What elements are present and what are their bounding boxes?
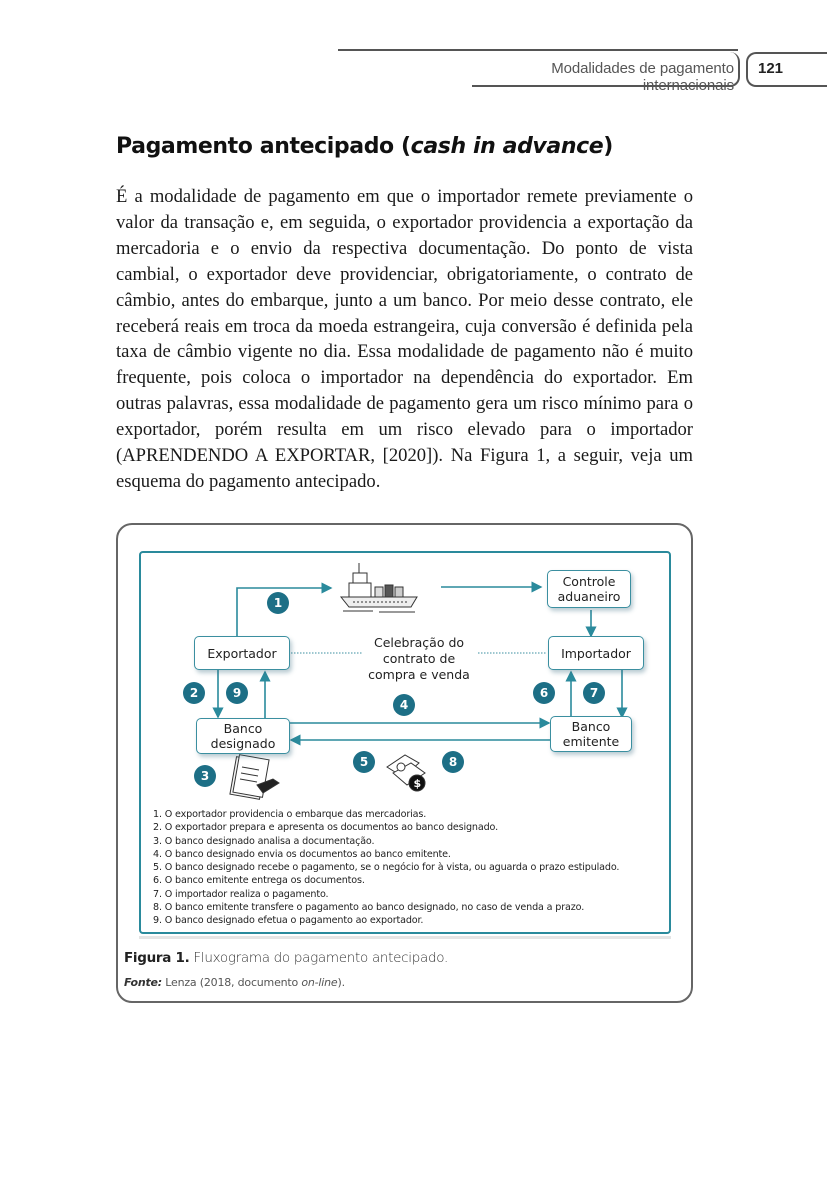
source-italic: on-line	[301, 976, 338, 989]
step-badge-3: 3	[194, 765, 216, 787]
header-rule	[338, 49, 738, 51]
node-banco-designado	[196, 718, 290, 754]
page-number: 121	[758, 60, 784, 77]
contract-label-line3: compra e venda	[368, 667, 470, 682]
step-item: 2. O exportador prepara e apresenta os documentos ao banco designado.	[153, 822, 498, 834]
figure-source	[124, 976, 345, 989]
step-badge-6: 6	[533, 682, 555, 704]
step-item: 8. O banco emitente transfere o pagamento ao banco designado, no caso de venda a prazo.	[153, 902, 585, 914]
step-badge-2: 2	[183, 682, 205, 704]
svg-text:$: $	[413, 777, 422, 790]
section-title-italic: cash in advance	[410, 134, 604, 159]
step-item: 1. O exportador providencia o embarque das mercadorias.	[153, 809, 427, 820]
node-controle-line2: aduaneiro	[557, 589, 621, 604]
section-title-main: Pagamento antecipado (	[116, 134, 411, 159]
node-controle-line1: Controle	[562, 574, 616, 589]
step-badge-7: 7	[583, 682, 605, 704]
money-exchange-icon	[387, 755, 425, 791]
step-badge-1: 1	[267, 592, 289, 614]
source-text: Lenza (2018, documento	[161, 976, 302, 989]
steps-list	[153, 808, 619, 928]
running-title: Modalidades de pagamento internacionais	[551, 60, 734, 94]
caption-label: Figura 1.	[124, 950, 190, 966]
ship-icon	[341, 563, 417, 612]
figure-caption	[124, 950, 448, 966]
diagram-shadow	[139, 936, 671, 939]
step-item: 3. O banco designado analisa a documentação.	[153, 835, 375, 847]
node-banco-emitente	[550, 716, 632, 752]
section-title	[116, 134, 613, 159]
node-exportador	[194, 636, 290, 670]
node-importador	[548, 636, 644, 670]
source-label: Fonte:	[124, 976, 162, 989]
source-end: ).	[337, 976, 345, 989]
step-badge-8: 8	[442, 751, 464, 773]
contract-label	[354, 635, 484, 683]
figure-frame	[116, 523, 693, 1003]
node-banco-emitente-line1: Banco	[571, 719, 611, 734]
node-exportador-label: Exportador	[207, 645, 277, 661]
node-banco-emitente-line2: emitente	[562, 734, 620, 749]
step-item: 7. O importador realiza o pagamento.	[153, 888, 329, 900]
step-item: 4. O banco designado envia os documentos ao banco emitente.	[153, 848, 451, 860]
flowchart-diagram	[139, 551, 671, 934]
contract-label-line2: contrato de	[382, 651, 456, 666]
step-item: 6. O banco emitente entrega os documentos.	[153, 875, 365, 887]
node-banco-designado-line1: Banco	[223, 721, 263, 736]
document-signing-icon	[230, 755, 279, 800]
body-paragraph: É a modalidade de pagamento em que o importador remete previamente o valor da transação e, em seguida, o exportador providencia a exportação da mercadoria e o envio da respectiva documentação. Do ponto de vista cambial, o exportador deve providenciar, obrigatoriamente, o contrato de câmbio, antes do embarque, junto a um banco. Por meio desse contrato, ele receberá reais em troca da moeda estrangeira, cuja conversão é definida pela taxa de câmbio vigente no dia. Essa modalidade de pagamento não é muito frequente, pois coloca o importador na dependência do exportador. Em outras palavras, essa modalidade de pagamento gera um risco mínimo para o exportador, porém resulta em um risco elevado para o importador (APRENDENDO A EXPORTAR, [2020]). Na Figura 1, a seguir, veja um esquema do pagamento antecipado.	[116, 186, 693, 492]
step-badge-9: 9	[226, 682, 248, 704]
contract-label-line1: Celebração do	[373, 635, 465, 650]
section-title-end: )	[603, 134, 613, 159]
step-badge-5: 5	[353, 751, 375, 773]
step-item: 9. O banco designado efetua o pagamento ao exportador.	[153, 915, 424, 927]
step-badge-4: 4	[393, 694, 415, 716]
node-controle-aduaneiro	[547, 570, 631, 608]
caption-text: Fluxograma do pagamento antecipado.	[189, 950, 448, 966]
node-banco-designado-line2: designado	[210, 736, 276, 751]
node-importador-label: Importador	[561, 645, 631, 661]
step-item: 5. O banco designado recebe o pagamento, se o negócio for à vista, ou aguarda o prazo estipulado.	[153, 862, 620, 874]
